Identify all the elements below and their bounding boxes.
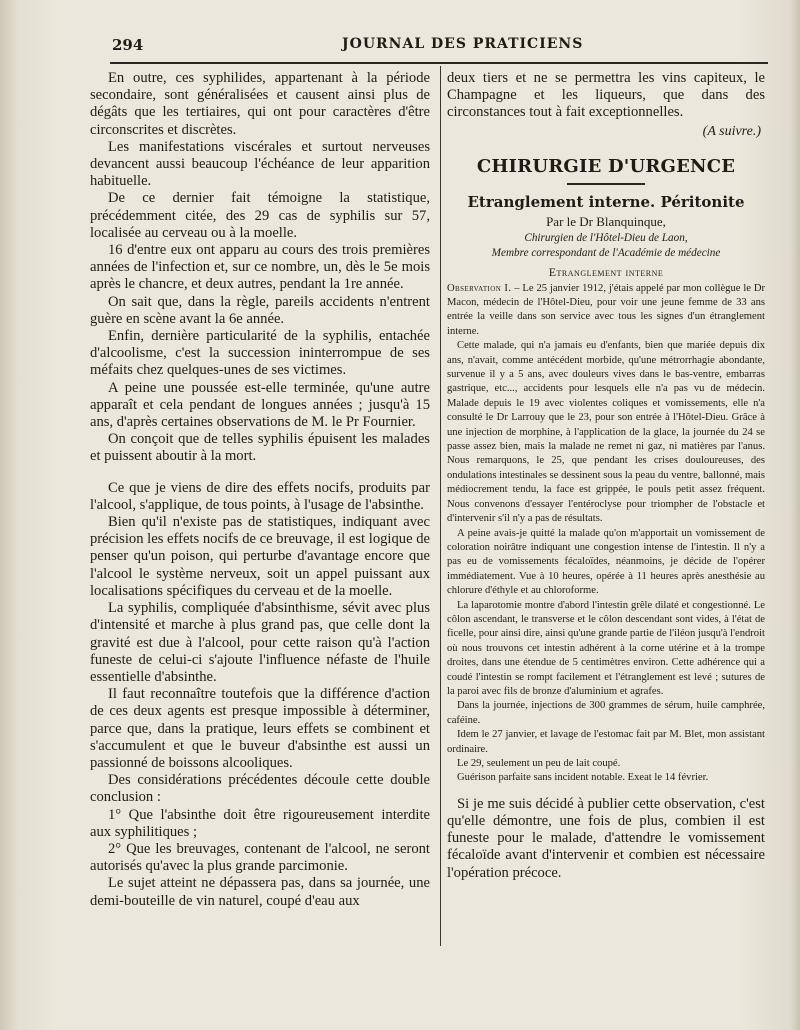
observation-paragraph: Cette malade, qui n'a jamais eu d'enfants, bien que mariée depuis dix ans, n'avait, comme antécédent morbide, qu'une métrorrhagie abondante, survenue il y a 5 ans, avec douleurs vives dans le bas-ventre, embarras gastrique, etc..., accidents pour lesquels elle n'a pas vu de médecin. Malade depuis le 19 avec violentes coliques et vomissements, elle n'a consulté le Dr Larrouy que le 23, pour son entrée à l'Hôtel-Dieu. Grâce à une injection de morphine, à l'application de la glace, la journée du 24 se passe assez bien, mais la malade ne remet ni gaz, ni matières par l'anus. Nous remarquons, le 25, que pendant les crises douloureuses, des ondulations intestinales se dessinent sous la peau du ventre, ballonné, mais médiocrement tendu, la face est grippée, le pouls petit assez fréquent. Nous convenons d'essayer l'entéroclyse pour triompher de l'obstacle et d'intervenir s'il n'y a pas de résultats. bbox=[447, 340, 765, 525]
page-number: 294 bbox=[112, 36, 144, 54]
column-divider bbox=[440, 66, 441, 946]
paragraph: Bien qu'il n'existe pas de statistiques, indiquant avec précision les effets nocifs de ce breuvage, il est logique de penser qu'un poison, qui perturbe d'avantage encore que l'alcool le système nerveux, soit un appel puissant aux localisations spécifiques du cerveau et de la moelle. bbox=[90, 514, 430, 599]
article-conclusion bbox=[447, 796, 765, 882]
section-rubric: CHIRURGIE D'URGENCE bbox=[476, 155, 736, 177]
article-byline: Par le Dr Blanquinque, bbox=[546, 213, 666, 229]
observation-paragraph: A peine avais-je quitté la malade qu'on m'apportait un vomissement de coloration noirâtre indiquant une congestion intense de l'intestin. Il n'y a pas eu de vomissements fécaloïdes, néanmoins, je décide de l'opérer immédiatement. Vue à 10 heures, opérée à 11 heures après anesthésie au chlorure d'éthyle et au chloroforme. bbox=[447, 527, 765, 597]
left-column bbox=[90, 70, 430, 950]
observation-paragraph: Le 29, seulement un peu de lait coupé. bbox=[457, 758, 621, 770]
observation-intro: – Le 25 janvier 1912, j'étais appelé par mon collègue le Dr Macon, médecin de l'Hôtel-Dieu, pour voir une jeune femme de 33 ans entrée la veille dans son service avec tous les signes d'un étranglement interne. bbox=[447, 282, 765, 337]
author-affiliation: Chirurgien de l'Hôtel-Dieu de Laon, bbox=[524, 231, 688, 244]
continued-text: deux tiers et ne se permettra les vins capiteux, le Champagne et les liqueurs, que dans des circonstances tout à fait exceptionnelles. bbox=[447, 70, 765, 121]
paragraph: 16 d'entre eux ont apparu au cours des trois premières années de l'infection et, sur ce nombre, un, dès le 5e mois après le chancre, et deux autres, pendant la 1re année. bbox=[90, 242, 430, 293]
paragraph: Enfin, dernière particularité de la syphilis, entachée d'alcoolisme, c'est la succession ininterrompue de ses méfaits chez quelques-unes de ses victimes. bbox=[90, 328, 430, 379]
paragraph: Le sujet atteint ne dépassera pas, dans sa journée, une demi-bouteille de vin naturel, coupé d'eau aux bbox=[90, 875, 430, 909]
to-be-continued: (A suivre.) bbox=[702, 123, 761, 139]
paragraph: Les manifestations viscérales et surtout nerveuses devancent aussi beaucoup l'échéance de leur apparition habituelle. bbox=[90, 138, 430, 190]
paragraph: A peine une poussée est-elle terminée, qu'une autre apparaît et cela pendant de longues années ; jusqu'à 15 ans, d'après certaines observations de M. le Pr Fournier. bbox=[90, 379, 430, 431]
observation-paragraph: Dans la journée, injections de 300 grammes de sérum, huile camphrée, caféine. bbox=[447, 700, 765, 726]
observation-paragraph bbox=[447, 282, 765, 340]
author-affiliation: Membre correspondant de l'Académie de médecine bbox=[491, 246, 721, 259]
paragraph: Il faut reconnaître toutefois que la différence d'action de ces deux agents est presque impossible à déterminer, parce que, dans la pratique, leurs effets se combinent et s'accumulent et que le buveur d'absinthe est aussi un passionné de boissons alcooliques. bbox=[90, 686, 430, 771]
page-header bbox=[0, 34, 800, 58]
observation-paragraph: Idem le 27 janvier, et lavage de l'estomac fait par M. Blet, mon assistant ordinaire. bbox=[447, 729, 765, 755]
paragraph: Des considérations précédentes découle cette double conclusion : bbox=[90, 772, 430, 806]
paragraph: On conçoit que de telles syphilis épuisent les malades et puissent aboutir à la mort. bbox=[90, 431, 430, 465]
header-rule bbox=[110, 62, 768, 64]
subsection-heading: Etranglement interne bbox=[548, 264, 664, 279]
running-title: JOURNAL DES PRATICIENS bbox=[342, 36, 584, 52]
conclusion-paragraph: Si je me suis décidé à publier cette observation, c'est qu'elle démontre, une fois de plus, combien il est funeste pour le malade, d'attendre le vomissement fécaloïde avant d'intervenir et combien est nécessaire l'opération précoce. bbox=[447, 795, 765, 881]
observation-text bbox=[447, 282, 765, 786]
paragraph: De ce dernier fait témoigne la statistique, précédemment citée, des 29 cas de syphilis sur 57, localisée au cerveau ou à la moelle. bbox=[90, 190, 430, 241]
rubric-rule bbox=[567, 183, 645, 185]
paragraph: Ce que je viens de dire des effets nocifs, produits par l'alcool, s'applique, de tous points, à l'usage de l'absinthe. bbox=[90, 479, 430, 513]
conclusion-item: 1° Que l'absinthe doit être rigoureusement interdite aux syphilitiques ; bbox=[90, 806, 430, 840]
paragraph: En outre, ces syphilides, appartenant à la période secondaire, sont généralisées et causent ainsi plus de dégâts que les tertiaires, qui ont pour caractères d'être circonscrites et discrètes. bbox=[90, 70, 430, 138]
observation-label: Observation I. bbox=[447, 282, 512, 294]
article-title: Etranglement interne. Péritonite bbox=[467, 192, 745, 211]
paragraph: On sait que, dans la règle, pareils accidents n'entrent guère en scène avant la 6e année. bbox=[90, 293, 430, 327]
conclusion-item: 2° Que les breuvages, contenant de l'alcool, ne seront autorisés qu'avec la plus grande parcimonie. bbox=[90, 840, 430, 875]
paragraph: La syphilis, compliquée d'absinthisme, sévit avec plus d'intensité et marche à plus grand pas, que celle dont la gravité est due à l'alcool, pour cette raison qu'à l'action funeste de celui-ci s'ajoute l'influence néfaste de l'huile essentielle d'absinthe. bbox=[90, 600, 430, 685]
right-column bbox=[447, 70, 765, 950]
observation-paragraph: La laparotomie montre d'abord l'intestin grêle dilaté et congestionné. Le côlon ascendant, le transverse et le côlon descendant sont vides, à l'état de ficelle, pour ainsi dire, ainsi qu'une grande partie de l'iléon jusqu'à l'endroit où nous trouvons cet intestin adhérent à la corne utérine et à la trompe droites, dans une étendue de 5 centimètres environ. Cette adhérence qui a coudé l'intestin se rompt facilement et l'étranglement est levé ; sutures de la paroi avec fils de bronze d'aluminium et agrafes. bbox=[447, 599, 765, 697]
observation-paragraph: Guérison parfaite sans incident notable. Exeat le 14 février. bbox=[457, 772, 709, 784]
